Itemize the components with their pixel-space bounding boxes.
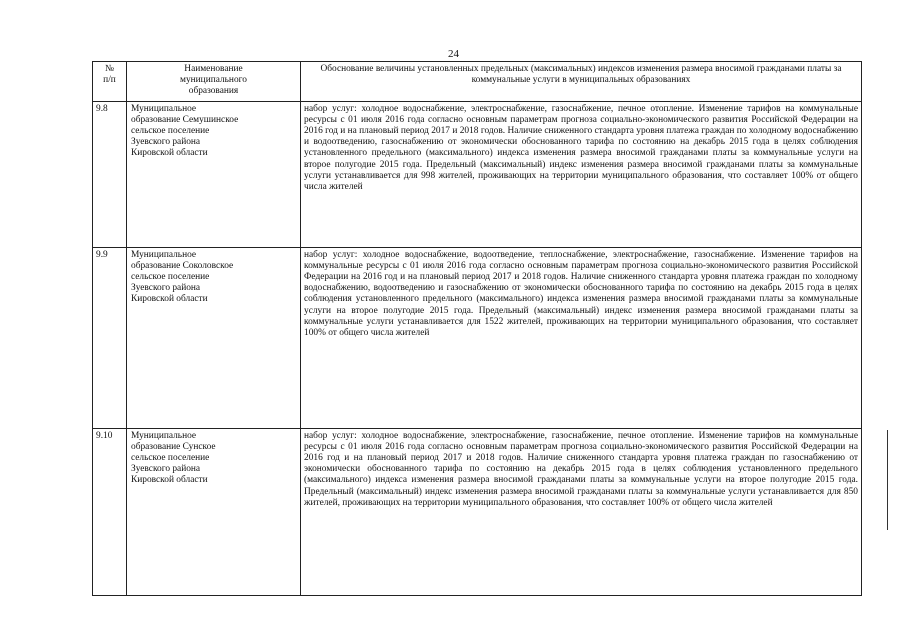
municipal-index-table [92,61,862,596]
municipality-name: Муниципальное образование Соколовское сельское поселение Зуевского района Кировской области [127,247,301,428]
table-header-row [93,62,862,102]
row-number: 9.8 [93,101,127,247]
row-number: 9.9 [93,247,127,428]
header-justification: Обоснование величины установленных предельных (максимальных) индексов изменения размера вносимой гражданами платы за коммунальные услуги в муниципальных образованиях [301,62,862,102]
page-number: 24 [448,48,459,60]
table-row [93,101,862,247]
justification-text: набор услуг: холодное водоснабжение, электроснабжение, газоснабжение, печное отопление. Изменение тарифов на коммунальные ресурсы с 01 июля 2016 года согласно основным параметрам прогноза социально-экономического развития Российской Федерации на 2016 год и на плановый период 2017 и 2018 годов. Наличие сниженного стандарта уровня платежа граждан по холодному водоснабжению и водоотведению, газоснабжению от экономически обоснованного тарифа по состоянию на декабрь 2015 года в целях соблюдения установленного предельного (максимального) индекса изменения размера вносимой гражданами платы за коммунальные услуги на второе полугодие 2015 года. Предельный (максимальный) индекс изменения размера вносимой гражданами платы за коммунальные услуги устанавливается для 998 жителей, проживающих на территории муниципального образования, что составляет 100% от общего числа жителей [301,101,862,247]
municipality-name: Муниципальное образование Сунское сельское поселение Зуевского района Кировской области [127,428,301,595]
justification-text: набор услуг: холодное водоснабжение, водоотведение, теплоснабжение, электроснабжение, газоснабжение. Изменение тарифов на коммунальные ресурсы с 01 июля 2016 года согласно основным параметрам прогноза социально-экономического развития Российской Федерации на 2016 год и на плановый период 2017 и 2018 годов. Наличие сниженного стандарта уровня платежа граждан по холодному водоснабжению, водоотведению и газоснабжению от экономически обоснованного тарифа по состоянию на декабрь 2015 года в целях соблюдения установленного предельного (максимального) индекса изменения размера вносимой гражданами платы за коммунальные услуги на второе полугодие 2015 года. Предельный (максимальный) индекс изменения размера вносимой гражданами платы за коммунальные услуги устанавливается для 1522 жителей, проживающих на территории муниципального образования, что составляет 100% от общего числа жителей [301,247,862,428]
header-municipality-name: Наименование муниципального образования [127,62,301,102]
header-number: № п/п [93,62,127,102]
row-number: 9.10 [93,428,127,595]
scan-edge-mark [887,430,888,530]
municipality-name: Муниципальное образование Семушинское сельское поселение Зуевского района Кировской области [127,101,301,247]
table-row [93,247,862,428]
justification-text: набор услуг: холодное водоснабжение, электроснабжение, газоснабжение, печное отопление. Изменение тарифов на коммунальные ресурсы с 01 июля 2016 года согласно основным параметрам прогноза социально-экономического развития Российской Федерации на 2016 год и на плановый период 2017 и 2018 годов. Наличие сниженного стандарта уровня платежа граждан по газоснабжению от экономически обоснованного тарифа по состоянию на декабрь 2015 года в целях соблюдения установленного предельного (максимального) индекса изменения размера вносимой гражданами платы за коммунальные услуги на второе полугодие 2015 года. Предельный (максимальный) индекс изменения размера вносимой гражданами платы за коммунальные услуги устанавливается для 850 жителей, проживающих на территории муниципального образования, что составляет 100% от общего числа жителей [301,428,862,595]
table-row [93,428,862,595]
